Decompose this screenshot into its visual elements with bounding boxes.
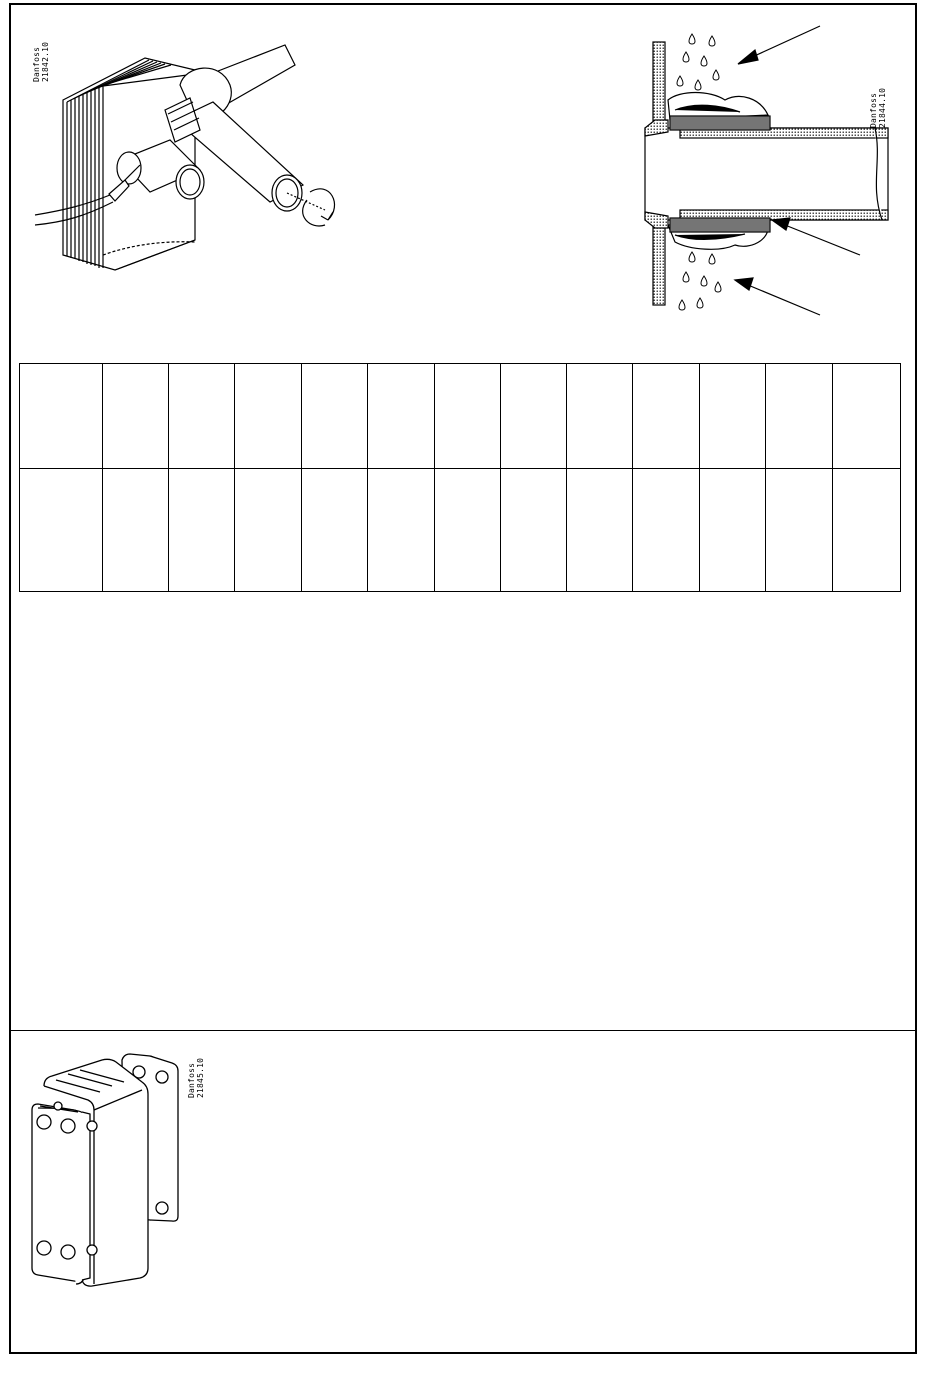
weld-section-illustration: [620, 20, 900, 325]
heat-exchanger-illustration: [22, 1048, 222, 1293]
table-cell: [766, 364, 833, 469]
table-cell: [20, 469, 103, 592]
table-cell: [169, 469, 235, 592]
weld-section-figure: [620, 20, 900, 325]
table-row: [20, 469, 901, 592]
figure-code-line2: 21842.10: [41, 41, 50, 82]
table-cell: [169, 364, 235, 469]
section-divider: [9, 1030, 917, 1031]
specification-table: [19, 363, 901, 592]
pipe-brazing-figure: [25, 30, 365, 280]
pipe-brazing-illustration: [25, 30, 365, 280]
table-cell: [633, 469, 700, 592]
table-cell: [368, 469, 435, 592]
figure-code-line1: Danfoss: [869, 92, 878, 128]
table-cell: [700, 364, 766, 469]
table-cell: [368, 364, 435, 469]
table-cell: [766, 469, 833, 592]
table-cell: [435, 469, 501, 592]
table-cell: [833, 364, 901, 469]
figure-code-line2: 21844.10: [878, 87, 887, 128]
table-cell: [833, 469, 901, 592]
table-cell: [700, 469, 766, 592]
table-cell: [501, 364, 567, 469]
table-cell: [235, 469, 302, 592]
table-cell: [501, 469, 567, 592]
table-row: [20, 364, 901, 469]
table-cell: [567, 364, 633, 469]
table-cell: [435, 364, 501, 469]
table-cell: [633, 364, 700, 469]
table-cell: [103, 469, 169, 592]
figure-code-line1: Danfoss: [32, 46, 41, 82]
table-cell: [103, 364, 169, 469]
table-cell: [567, 469, 633, 592]
table-cell: [302, 469, 368, 592]
figure-code-line2: 21845.10: [196, 1057, 205, 1098]
table-cell: [302, 364, 368, 469]
table-cell: [235, 364, 302, 469]
figure-code-line1: Danfoss: [187, 1062, 196, 1098]
heat-exchanger-figure: [22, 1048, 222, 1293]
table-cell: [20, 364, 103, 469]
